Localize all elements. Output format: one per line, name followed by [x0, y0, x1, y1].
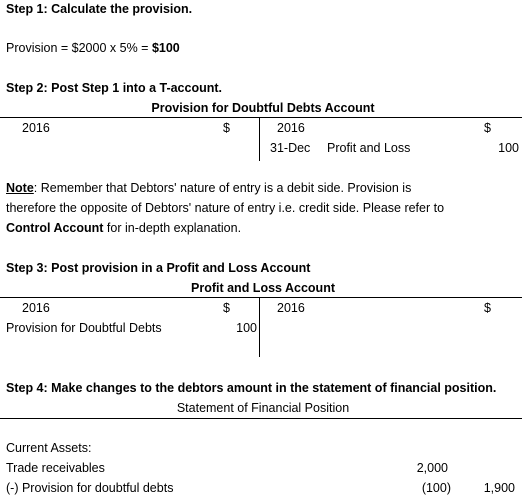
note-text-3: for in-depth explanation.: [103, 221, 242, 235]
credit-year: 2016: [277, 121, 305, 135]
provision-formula: [6, 40, 180, 56]
pl-account-title: Profit and Loss Account: [191, 281, 335, 295]
formula-result: $100: [151, 41, 180, 55]
credit-entry-date: 31-Dec: [270, 141, 311, 155]
debit-currency: $: [223, 121, 230, 135]
credit-entry-amount: 100: [498, 141, 519, 155]
credit-currency: $: [484, 121, 491, 135]
formula-text: Provision = $2000 x 5% =: [6, 41, 152, 55]
row-col2: 1,900: [483, 481, 515, 495]
pl-t-account-top-line: [0, 297, 522, 298]
row-label: (-) Provision for doubtful debts: [6, 481, 174, 495]
statement-title: Statement of Financial Position: [176, 401, 350, 415]
pl-credit-year: 2016: [277, 301, 305, 315]
note-line-2: therefore the opposite of Debtors' nature of entry i.e. credit side. Please refer to: [6, 201, 445, 215]
row-col1: (100): [421, 481, 451, 495]
note-line-1: [6, 180, 411, 196]
note-text-1: : Remember that Debtors' nature of entry is a debit side. Provision is: [33, 181, 412, 195]
step2-heading: Step 2: Post Step 1 into a T-account.: [6, 81, 223, 95]
step3-heading: Step 3: Post provision in a Profit and Loss Account: [6, 261, 311, 275]
pl-debit-year: 2016: [22, 301, 50, 315]
pl-t-account-divider: [259, 297, 260, 357]
statement-title-line: [0, 418, 522, 419]
step1-heading: Step 1: Calculate the provision.: [6, 2, 193, 16]
row-label: Trade receivables: [6, 461, 105, 475]
step4-heading: Step 4: Make changes to the debtors amount in the statement of financial position.: [6, 381, 497, 395]
current-assets-label: Current Assets:: [6, 441, 92, 455]
pl-debit-entry-amount: 100: [236, 321, 257, 335]
t-account-top-line: [0, 117, 522, 118]
note-label: Note: [6, 181, 34, 195]
debit-year: 2016: [22, 121, 50, 135]
control-account-link[interactable]: Control Account: [6, 221, 104, 235]
pl-credit-currency: $: [484, 301, 491, 315]
row-col1: 2,000: [416, 461, 448, 475]
credit-entry-desc: Profit and Loss: [327, 141, 411, 155]
pl-debit-currency: $: [223, 301, 230, 315]
note-line-3: [6, 220, 241, 236]
provision-account-title: Provision for Doubtful Debts Account: [151, 101, 375, 115]
pl-debit-entry-desc: Provision for Doubtful Debts: [6, 321, 162, 335]
t-account-divider: [259, 117, 260, 161]
